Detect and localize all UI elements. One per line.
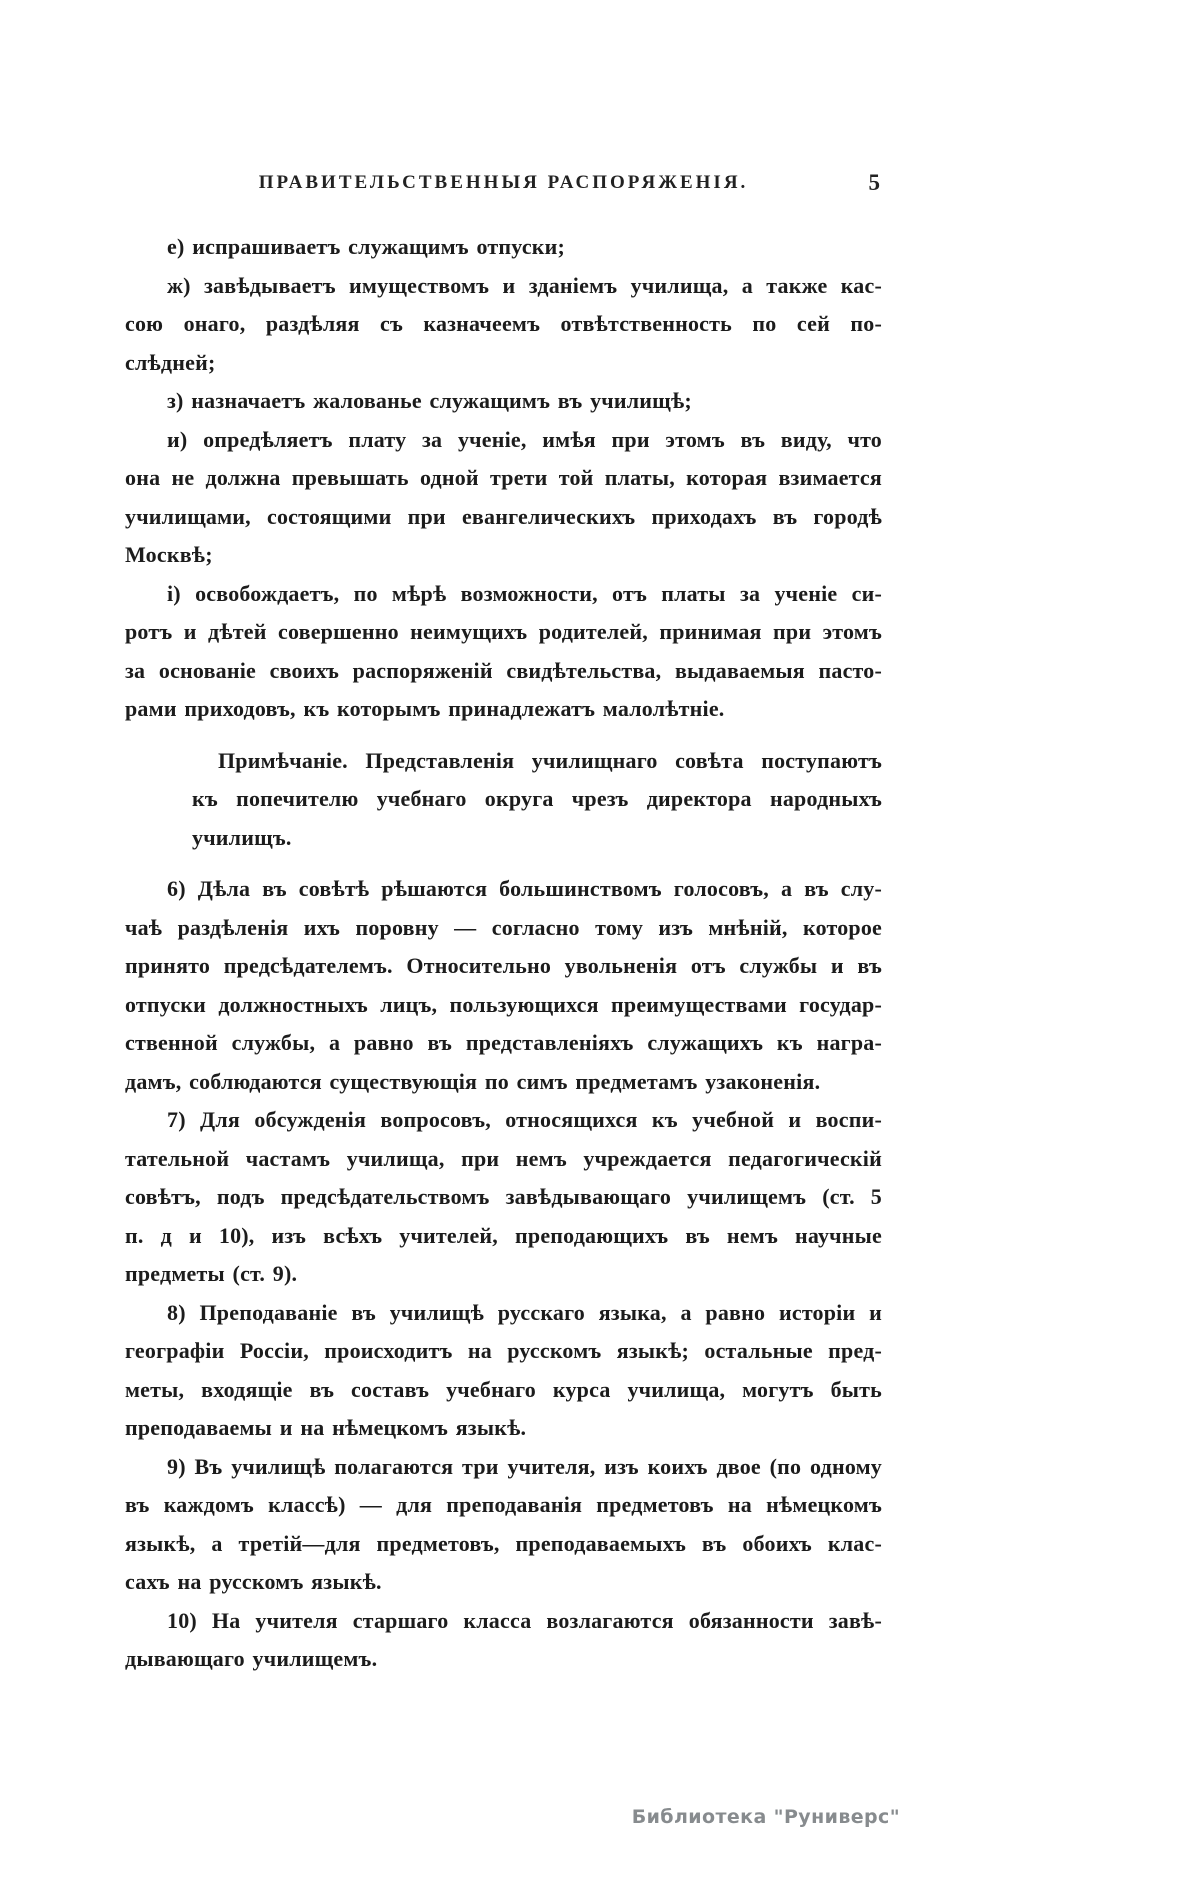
text-line: принято предсѣдателемъ. Относительно увольненія отъ службы и въ	[125, 953, 882, 978]
text-line: географіи Россіи, происходитъ на русскомъ языкѣ; остальные пред-	[125, 1338, 882, 1363]
paragraph	[125, 870, 882, 1101]
paragraph	[125, 228, 882, 267]
text-line: дывающаго училищемъ.	[125, 1646, 378, 1671]
page-number: 5	[868, 170, 880, 195]
text-line: чаѣ раздѣленія ихъ поровну — согласно тому изъ мнѣній, которое	[125, 914, 882, 940]
paragraph	[125, 1602, 882, 1679]
text-line: отпуски должностныхъ лицъ, пользующихся преимуществами государ-	[125, 991, 882, 1017]
text-line: рами приходовъ, къ которымъ принадлежатъ малолѣтніе.	[125, 696, 725, 721]
text-line: ственной службы, а равно въ представленіяхъ служащихъ къ награ-	[125, 1030, 882, 1055]
text-line: училищъ.	[192, 824, 292, 850]
text-line: і) освобождаетъ, по мѣрѣ возможности, отъ платы за ученіе си-	[167, 580, 882, 606]
text-line: е) испрашиваетъ служащимъ отпуски;	[167, 234, 566, 259]
paragraph	[125, 382, 882, 421]
text-line: училищами, состоящими при евангелическихъ приходахъ въ городѣ	[125, 503, 882, 529]
paragraph	[125, 1448, 882, 1602]
library-watermark: Библиотека "Руниверс"	[631, 1806, 900, 1828]
text-line: она не должна превышать одной трети той платы, которая взимается	[125, 465, 882, 490]
text-line: къ попечителю учебнаго округа чрезъ директора народныхъ	[192, 786, 882, 811]
text-line: за основаніе своихъ распоряженій свидѣтельства, выдаваемыя пасто-	[125, 657, 882, 683]
text-line: совѣтъ, подъ предсѣдательствомъ завѣдывающаго училищемъ (ст. 5	[125, 1184, 882, 1209]
paragraph	[125, 575, 882, 729]
text-line: дамъ, соблюдаются существующія по симъ предметамъ узаконенія.	[125, 1068, 821, 1094]
paragraph	[125, 267, 882, 383]
text-line: въ каждомъ классѣ) — для преподаванія предметовъ на нѣмецкомъ	[125, 1492, 882, 1517]
text-line: 7) Для обсужденія вопросовъ, относящихся къ учебной и воспи-	[167, 1107, 882, 1132]
paragraph	[125, 1294, 882, 1448]
text-line: ротъ и дѣтей совершенно неимущихъ родителей, принимая при этомъ	[125, 619, 882, 644]
text-line: и) опредѣляетъ плату за ученіе, имѣя при этомъ въ виду, что	[167, 426, 882, 452]
paragraph	[125, 1101, 882, 1294]
text-line: 8) Преподаваніе въ училищѣ русскаго языка, а равно исторіи и	[167, 1299, 882, 1325]
running-title: ПРАВИТЕЛЬСТВЕННЫЯ РАСПОРЯЖЕНІЯ.	[258, 172, 749, 193]
text-line: языкѣ, а третій—для предметовъ, преподаваемыхъ въ обоихъ клас-	[125, 1530, 882, 1556]
text-line: п. д и 10), изъ всѣхъ учителей, преподающихъ въ немъ научные	[125, 1222, 882, 1248]
text-line: з) назначаетъ жалованье служащимъ въ училищѣ;	[167, 388, 692, 413]
text-line: преподаваемы и на нѣмецкомъ языкѣ.	[125, 1415, 527, 1440]
text-line: 10) На учителя старшаго класса возлагаются обязанности завѣ-	[167, 1607, 882, 1633]
text-line: сахъ на русскомъ языкѣ.	[125, 1569, 382, 1594]
text-line: ж) завѣдываетъ имуществомъ и зданіемъ училища, а также кас-	[167, 272, 882, 298]
text-line: предметы (ст. 9).	[125, 1261, 298, 1286]
page-header	[125, 172, 882, 202]
text-line: тательной частамъ училища, при немъ учреждается педагогическій	[125, 1145, 882, 1171]
text-line: Москвѣ;	[125, 542, 213, 567]
text-line: меты, входящіе въ составъ учебнаго курса училища, могутъ быть	[125, 1376, 882, 1402]
text-line: 9) Въ училищѣ полагаются три учителя, изъ коихъ двое (по одному	[167, 1453, 882, 1479]
text-line: слѣдней;	[125, 349, 216, 375]
document-body-text	[125, 228, 882, 1679]
paragraph	[125, 421, 882, 575]
note-paragraph	[192, 742, 882, 858]
text-line: сою онаго, раздѣляя съ казначеемъ отвѣтственность по сей по-	[125, 311, 882, 336]
text-line: Примѣчаніе. Представленія училищнаго совѣта поступаютъ	[218, 747, 882, 773]
text-line: 6) Дѣла въ совѣтѣ рѣшаются большинствомъ голосовъ, а въ слу-	[167, 876, 882, 901]
